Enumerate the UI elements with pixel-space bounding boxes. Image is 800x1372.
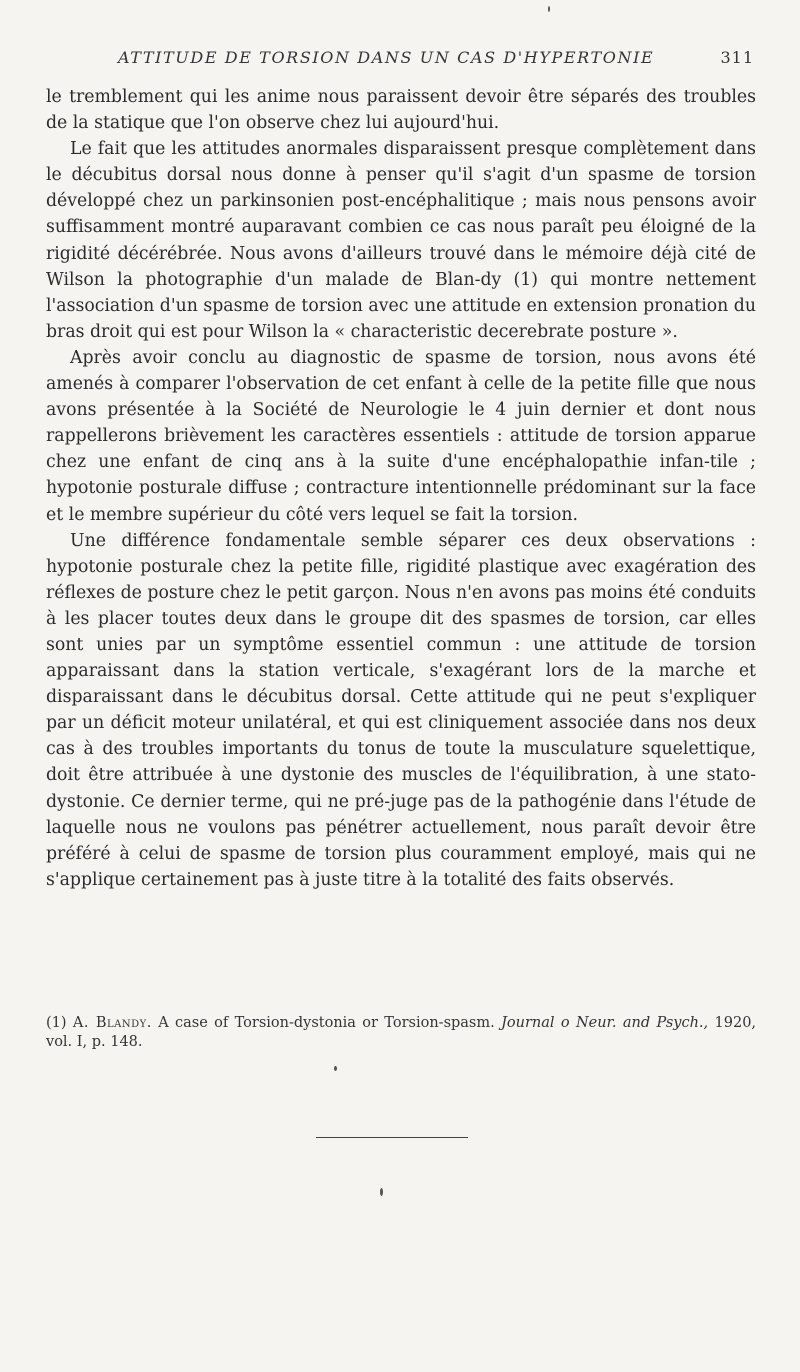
paragraph: Après avoir conclu au diagnostic de spasme de torsion, nous avons été amenés à comparer l'observation de cet enfant à celle de la petite fille que nous avons présentée à la Société de Neurologie le 4 juin dernier et dont nous rappellerons brièvement les caractères essentiels : attitude de torsion apparue chez une enfant de cinq ans à la suite d'une encéphalopathie infan-tile ; hypotonie posturale diffuse ; contracture intentionnelle prédominant sur la face et le membre supérieur du côté vers lequel se fait la torsion. bbox=[46, 347, 756, 525]
paragraph: le tremblement qui les anime nous paraissent devoir être séparés des troubles de la statique que l'on observe chez lui aujourd'hui. bbox=[46, 87, 756, 134]
footnote-author: A. Blandy. bbox=[72, 1015, 152, 1031]
footnote-marker: (1) bbox=[46, 1015, 67, 1031]
footnote bbox=[46, 1014, 756, 1052]
footnote-title: A case of Torsion-dystonia or Torsion-spasm. bbox=[158, 1015, 495, 1031]
footnote-journal: Journal o Neur. and Psych., bbox=[501, 1015, 709, 1031]
print-speck bbox=[548, 6, 550, 12]
paragraph: Le fait que les attitudes anormales disparaissent presque complètement dans le décubitus dorsal nous donne à penser qu'il s'agit d'un spasme de torsion développé chez un parkinsonien post-encéphalitique ; mais nous pensons avoir suffisamment montré auparavant combien ce cas nous paraît peu éloigné de la rigidité décérébrée. Nous avons d'ailleurs trouvé dans le mémoire déjà cité de Wilson la photographie d'un malade de Blan-dy (1) qui montre nettement l'association d'un spasme de torsion avec une attitude en extension pronation du bras droit qui est pour Wilson la « characteristic decerebrate posture ». bbox=[46, 139, 756, 342]
end-rule bbox=[316, 1137, 468, 1138]
page-number: 311 bbox=[720, 48, 754, 67]
footnote-details: 1920, vol. I, p. 148. bbox=[46, 1015, 757, 1050]
body-text bbox=[46, 84, 756, 893]
running-title: ATTITUDE DE TORSION DANS UN CAS D'HYPERTONIE bbox=[118, 48, 655, 67]
print-speck bbox=[334, 1066, 337, 1071]
print-speck bbox=[380, 1188, 383, 1196]
paragraph: Une différence fondamentale semble séparer ces deux observations : hypotonie posturale chez la petite fille, rigidité plastique avec exagération des réflexes de posture chez le petit garçon. Nous n'en avons pas moins été conduits à les placer toutes deux dans le groupe dit des spasmes de torsion, car elles sont unies par un symptôme essentiel commun : une attitude de torsion apparaissant dans la station verticale, s'exagérant lors de la marche et disparaissant dans le décubitus dorsal. Cette attitude qui ne peut s'expliquer par un déficit moteur unilatéral, et qui est cliniquement associée dans nos deux cas à des troubles importants du tonus de toute la musculature squelettique, doit être attribuée à une dystonie des muscles de l'équilibration, à une stato-dystonie. Ce dernier terme, qui ne pré-juge pas de la pathogénie dans l'étude de laquelle nous ne voulons pas pénétrer actuellement, nous paraît devoir être préféré à celui de spasme de torsion plus couramment employé, mais qui ne s'applique certainement pas à juste titre à la totalité des faits observés. bbox=[46, 530, 756, 890]
